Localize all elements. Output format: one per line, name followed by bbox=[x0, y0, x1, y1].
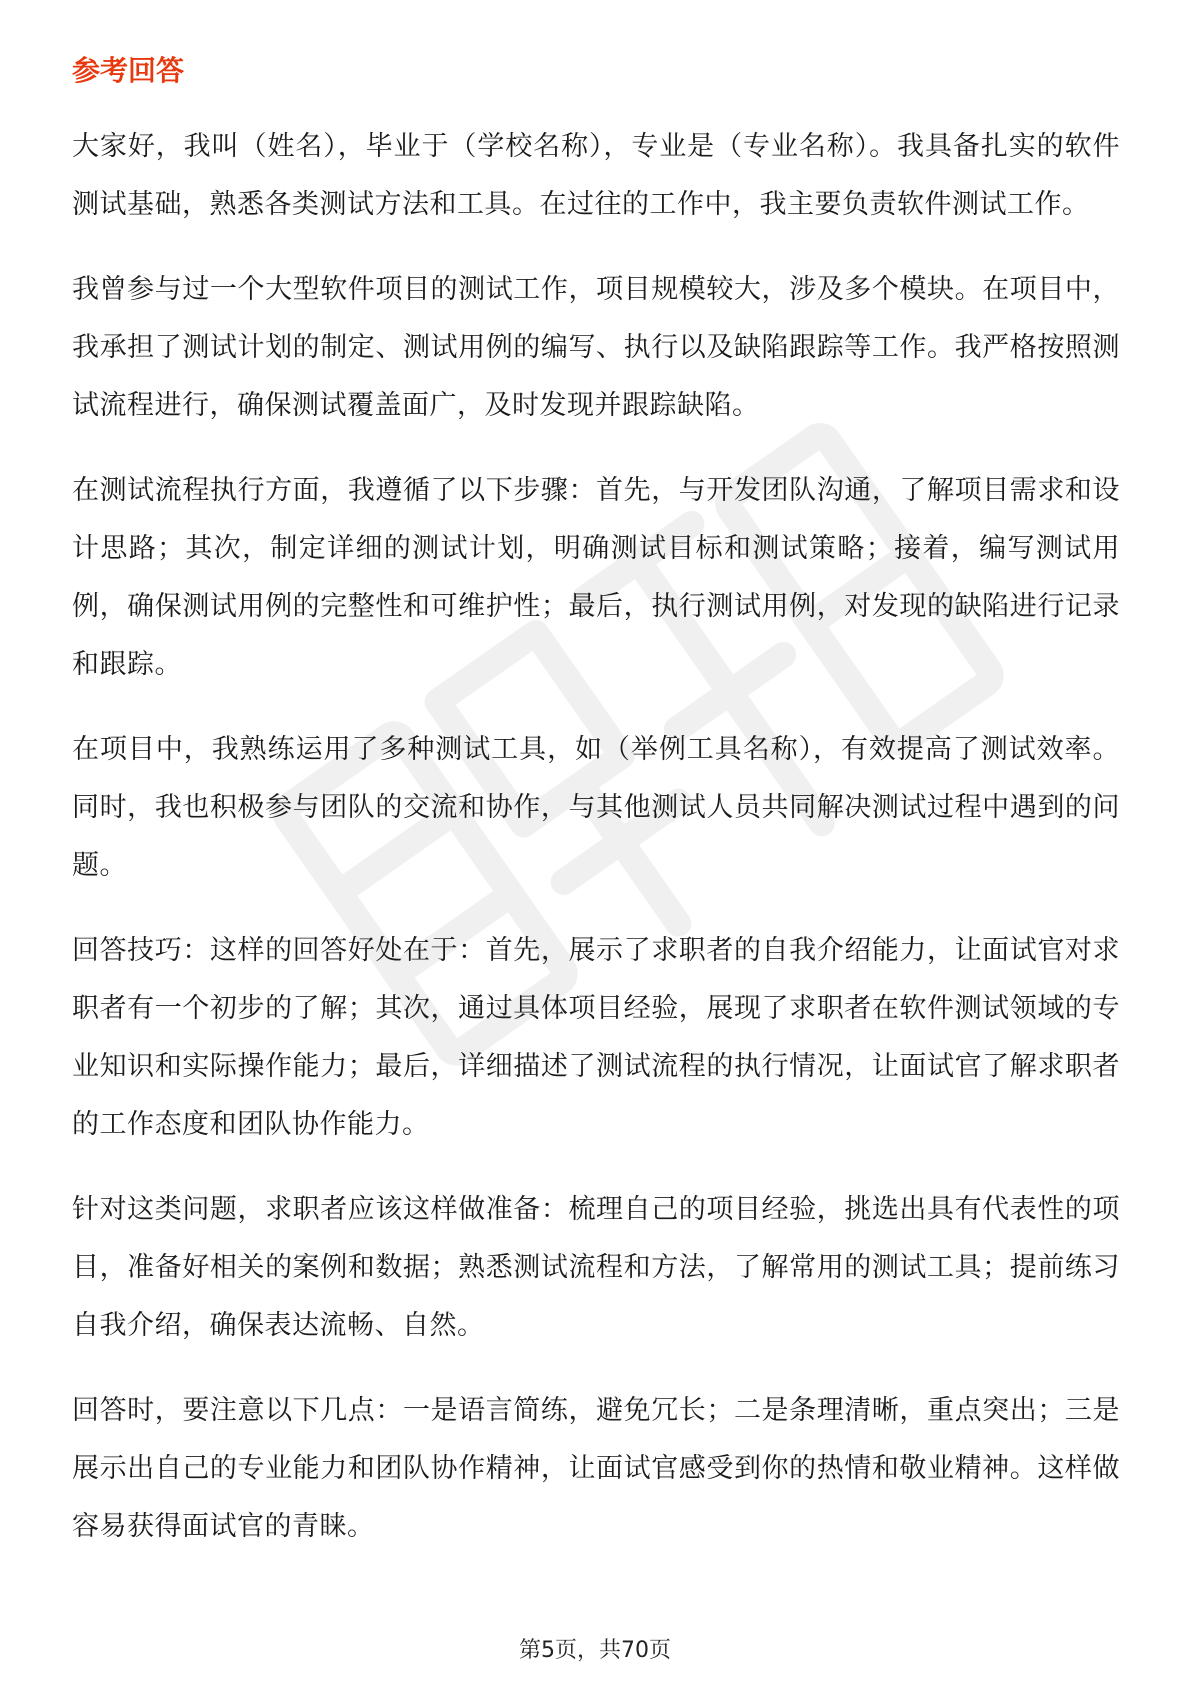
paragraph-project: 我曾参与过一个大型软件项目的测试工作，项目规模较大，涉及多个模块。在项目中，我承担了测试计划的制定、测试用例的编写、执行以及缺陷跟踪等工作。我严格按照测试流程进行，确保测试覆盖面广，及时发现并跟踪缺陷。 bbox=[72, 274, 1120, 421]
page-number: 第5页，共70页 bbox=[519, 1638, 671, 1663]
paragraph-tools: 在项目中，我熟练运用了多种测试工具，如（举例工具名称），有效提高了测试效率。同时，我也积极参与团队的交流和协作，与其他测试人员共同解决测试过程中遇到的问题。 bbox=[72, 734, 1120, 881]
paragraph-notes: 回答时，要注意以下几点：一是语言简练，避免冗长；二是条理清晰，重点突出；三是展示出自己的专业能力和团队协作精神，让面试官感受到你的热情和敬业精神。这样做容易获得面试官的青睐。 bbox=[72, 1395, 1120, 1542]
section-title: 参考回答 bbox=[72, 54, 185, 87]
paragraph-preparation: 针对这类问题，求职者应该这样做准备：梳理自己的项目经验，挑选出具有代表性的项目，准备好相关的案例和数据；熟悉测试流程和方法，了解常用的测试工具；提前练习自我介绍，确保表达流畅、自然。 bbox=[72, 1194, 1120, 1341]
answer-body bbox=[72, 118, 1120, 1583]
paragraph-process: 在测试流程执行方面，我遵循了以下步骤：首先，与开发团队沟通，了解项目需求和设计思路；其次，制定详细的测试计划，明确测试目标和测试策略；接着，编写测试用例，确保测试用例的完整性和可维护性；最后，执行测试用例，对发现的缺陷进行记录和跟踪。 bbox=[72, 475, 1120, 680]
paragraph-tips: 回答技巧：这样的回答好处在于：首先，展示了求职者的自我介绍能力，让面试官对求职者有一个初步的了解；其次，通过具体项目经验，展现了求职者在软件测试领域的专业知识和实际操作能力；最后，详细描述了测试流程的执行情况，让面试官了解求职者的工作态度和团队协作能力。 bbox=[72, 935, 1120, 1140]
paragraph-intro: 大家好，我叫（姓名），毕业于（学校名称），专业是（专业名称）。我具备扎实的软件测试基础，熟悉各类测试方法和工具。在过往的工作中，我主要负责软件测试工作。 bbox=[72, 131, 1120, 220]
